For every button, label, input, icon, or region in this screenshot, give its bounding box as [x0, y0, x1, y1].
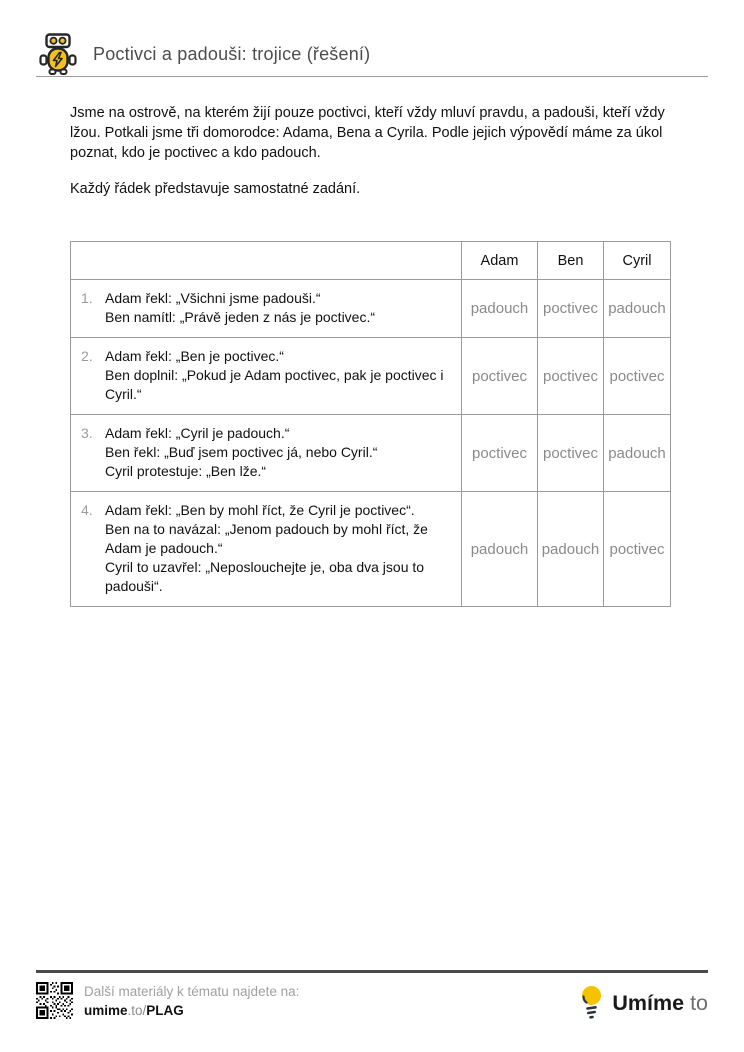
intro-paragraph-1: Jsme na ostrově, na kterém žijí pouze poctivci, kteří vždy mluví pravdu, a padouši, kteří vždy lžou. Potkali jsme tři domorodce: Adama, Bena a Cyrila. Podle jejich výpovědí máme za úkol poznat, kdo je poctivec a kdo padouch. [70, 105, 665, 161]
answer-ben: padouch [538, 492, 604, 607]
table-row [71, 492, 671, 607]
statements [105, 289, 455, 327]
brand-text: Umíme to [612, 991, 708, 1015]
row-number: 3. [81, 425, 93, 441]
statement: Adam řekl: „Cyril je padouch.“ [105, 425, 290, 441]
statements [105, 424, 455, 481]
intro-section [70, 103, 676, 199]
answer-adam: padouch [462, 280, 538, 338]
statements [105, 501, 455, 596]
answer-adam: padouch [462, 492, 538, 607]
column-header-adam: Adam [462, 242, 538, 280]
row-number: 2. [81, 348, 93, 364]
table-row [71, 338, 671, 415]
statement: Adam řekl: „Všichni jsme padouši.“ [105, 290, 321, 306]
row-number: 1. [81, 290, 93, 306]
qr-code [36, 982, 73, 1019]
row-number: 4. [81, 502, 93, 518]
answer-adam: poctivec [462, 415, 538, 492]
lightbulb-icon [579, 985, 604, 1022]
table-header-row [71, 242, 671, 280]
answer-ben: poctivec [538, 280, 604, 338]
column-header-ben: Ben [538, 242, 604, 280]
statement: Ben doplnil: „Pokud je Adam poctivec, pak je poctivec i Cyril.“ [105, 367, 444, 402]
page-header [36, 33, 708, 77]
statement: Ben řekl: „Buď jsem poctivec já, nebo Cyril.“ [105, 444, 378, 460]
statement: Ben na to navázal: „Jenom padouch by mohl říct, že Adam je padouch.“ [105, 521, 428, 556]
statement: Cyril to uzavřel: „Neposlouchejte je, oba dva jsou to padouši“. [105, 559, 425, 594]
answer-ben: poctivec [538, 415, 604, 492]
statement: Cyril protestuje: „Ben lže.“ [105, 463, 267, 479]
brand-logo [579, 985, 708, 1022]
answer-cyril: padouch [604, 415, 671, 492]
answer-adam: poctivec [462, 338, 538, 415]
answer-cyril: padouch [604, 280, 671, 338]
answer-ben: poctivec [538, 338, 604, 415]
answer-cyril: poctivec [604, 492, 671, 607]
statement: Ben namítl: „Právě jeden z nás je poctivec.“ [105, 309, 376, 325]
page-title: Poctivci a padouši: trojice (řešení) [93, 43, 371, 64]
footer-link[interactable]: umime.to/PLAG [84, 1003, 184, 1018]
statement: Adam řekl: „Ben by mohl říct, že Cyril je poctivec“. [105, 502, 415, 518]
column-header-blank [71, 242, 462, 280]
footer-note: Další materiály k tématu najdete na: [84, 984, 300, 999]
question-cell [71, 492, 462, 607]
solutions-table [70, 241, 671, 607]
statements [105, 347, 455, 404]
page-footer [36, 970, 708, 1022]
answer-cyril: poctivec [604, 338, 671, 415]
question-cell [71, 338, 462, 415]
robot-icon [36, 33, 80, 75]
table-row [71, 280, 671, 338]
table-row [71, 415, 671, 492]
intro-paragraph-2: Každý řádek představuje samostatné zadání. [70, 181, 361, 197]
question-cell [71, 415, 462, 492]
statement: Adam řekl: „Ben je poctivec.“ [105, 348, 284, 364]
column-header-cyril: Cyril [604, 242, 671, 280]
question-cell [71, 280, 462, 338]
